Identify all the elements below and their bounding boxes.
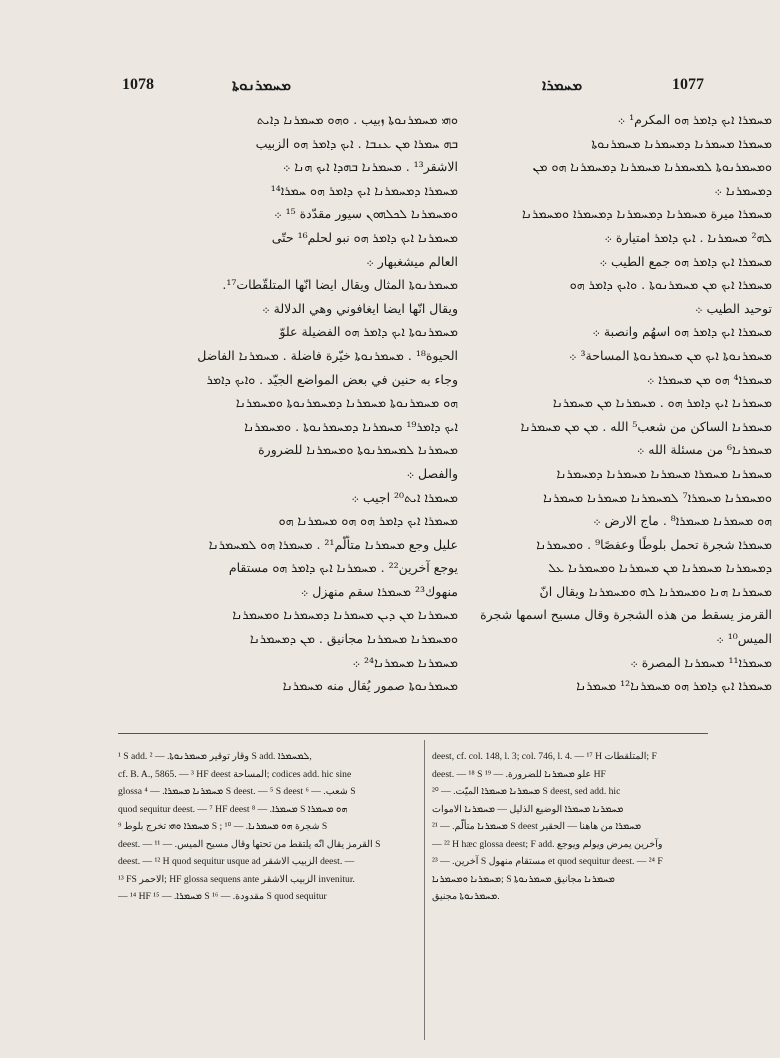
text-line: ܡܚܡܪܢܘܬܐ ܐܝܟ ܡܢ ܡܚܡܪܢܘܬܐ المساحة³ ܀ bbox=[569, 347, 772, 363]
text-line: ܕܡܚܡܪܢܐ ܡܚܡܪܢܐ ܡܢ ܡܚܡܪܢܐ ܘܡܚܡܪܢܐ ܥܠ bbox=[548, 560, 772, 576]
text-line: ܡܚܡܪܐ ܐܝܟ ܡܢ ܡܚܡܪܢܘܬܐ . ܘܐܝܟ ܕܐܡܪ ܗܘ bbox=[569, 277, 772, 293]
text-line: يوجع آخرين²² . ܡܚܡܪܢܐ ܐܝܟ ܕܐܡܪ ܗܘ مستقام bbox=[228, 560, 458, 576]
text-line: الميس¹⁰ ܀ bbox=[716, 631, 772, 647]
footnotes-right bbox=[432, 748, 724, 906]
text-line: ܡܚܡܪܐ ܐܝܬ²⁰ اجيب ܀ bbox=[351, 489, 458, 505]
text-line: العالم ميشغبهار ܀ bbox=[366, 253, 458, 269]
footnote-line: ܡܚܡܪܢܘܬܐ مجنيق. bbox=[432, 891, 500, 902]
left-running-title: ܡܚܡܪܢܘܬܐ bbox=[232, 76, 291, 94]
footnote-line: ܡܚܡܪܢܐ ܡܚܡܪܐ الميّت. — ²⁰ S deest, sed add. hic bbox=[432, 786, 621, 797]
text-line: ܡܚܡܪܐ ܐܝܟ ܕܐܡܪ ܗܘ اسهُم وانصبة ܀ bbox=[592, 324, 772, 340]
text-line: ܘܡܚܡܪܢܐ ܡܚܡܪܢܐ مجانيق . ܡܢ ܕܡܚܡܪܢܐ bbox=[249, 631, 458, 647]
text-line: الحيوة¹⁸ . ܡܚܡܪܢܘܬܐ خيّرة فاضلة . ܡܚܡܪܢܐ الفاضل bbox=[197, 347, 458, 363]
footnote-column-divider bbox=[424, 740, 425, 1040]
text-line: عليل وجع ܡܚܡܪܢܐ متألّم²¹ . ܡܚܡܪܐ ܗܘ ܠܡܚܡܪܢܐ bbox=[208, 536, 458, 552]
text-line: ܕܡܚܡܪܢܐ ܀ bbox=[714, 182, 772, 198]
text-line: ܘܗܝ ܡܚܡܪܢܘܬܐ ܙبيب . ܘܗܘ ܡܚܡܪܢܐ ܕܐܝܬ bbox=[256, 112, 458, 127]
text-line: ܘܡܚܡܪܢܘܬܐ ܠܡܚܡܪܢܐ ܡܚܡܪܢܐ ܕܡܚܡܪܢܐ ܗܘ ܡܢ bbox=[532, 159, 772, 175]
text-line: ܡܚܡܪܐ ܐܝܟ ܕܐܡܪ ܗܘ المكرم¹ ܀ bbox=[617, 112, 772, 127]
footnote-line: ¹³ FS الاحمر; HF glossa sequens ante الزبيب الاشقر invenitur. bbox=[118, 873, 355, 885]
text-line: ܡܚܡܪܐ ܕܡܚܡܪܢܐ ܐܝܟ ܕܐܡܪ ܗܘ ܚܡܪܐ¹⁴ bbox=[270, 182, 458, 198]
footnote-line: deest. — القرمز يقال انّه يلتقط من تحتها وقال مسيح الميس. — ¹¹ S bbox=[118, 838, 381, 850]
text-line: ܡܚܡܪܐ ܡܚܡܪܢܐ ܕܡܚܡܪܢܐ ܡܚܡܪܢܘܬܐ bbox=[591, 135, 772, 151]
text-line: ܡܚܡܪܢܐ ܡܢ ܕܝܢ ܡܚܡܪܢܐ ܕܡܚܡܪܢܐ ܘܡܚܡܪܢܐ bbox=[232, 607, 458, 623]
right-text-column bbox=[432, 108, 772, 698]
text-line: ܒܗ ܚܡܪܐ ܡܢ ܥܢܒܐ . ܐܝܟ ܕܐܡܪ ܗܘ الزبيب bbox=[255, 135, 458, 151]
text-line: منهوك²³ ܡܚܡܪܐ سقم منهزل ܀ bbox=[300, 583, 458, 599]
footnote-line: ܡܚܡܪܐ ܘܗܝ تخرج بلوط ⁹ S ; شجرة ܗܘ ܡܚܡܪܢܐ. — ¹⁰ S bbox=[118, 821, 328, 832]
text-line: ܡܚܡܪܐ¹¹ ܡܚܡܪܢܐ المصرة ܀ bbox=[630, 654, 772, 670]
text-line: الاشقر¹³ . ܡܚܡܪܢܐ ܒܗܕܐ ܐܝܟ ܗܢܐ ܀ bbox=[282, 159, 458, 175]
text-line: ܡܚܡܪܐ ܐܝܟ ܕܐܡܪ ܗܘ ܡܚܡܪܢܐ¹² ܡܚܡܪܢܐ bbox=[576, 678, 772, 694]
left-page-number: 1078 bbox=[122, 76, 154, 93]
footnote-line: cf. B. A., 5865. — ³ HF deest المساحة; codices add. hic sine bbox=[118, 768, 352, 780]
text-line: ܡܚܡܪܢܐ الساكن من شعب⁵ الله . ܡܢ ܡܢ ܡܚܡܪܢܐ bbox=[520, 418, 772, 434]
text-line: وجاء به حنين في بعض المواضع الجيّد . ܘܐܝܟ ܕܐܡܪ bbox=[206, 371, 458, 387]
footnote-line: deest. — ¹⁸ S علو ܡܚܡܪܢܐ للضرورة. — ¹⁹ HF bbox=[432, 768, 606, 780]
footnote-line: ܡܚܡܪܢܐ متألّم. — ²¹ S deest ܡܚܡܪܐ من هاهنا — الحقير bbox=[432, 821, 642, 832]
footnote-line: — ¹⁴ HF ܡܚܡܪܐ. — ¹⁵ S مقدودة. — ¹⁶ S quod sequitur bbox=[118, 891, 327, 902]
text-line: ܘܡܚܡܪܢܐ ܡܚܡܪܐ⁷ ܠܡܚܡܪܢܐ ܡܚܡܪܢܐ ܡܚܡܪܢܐ bbox=[543, 489, 772, 505]
footnote-line: quod sequitur deest. — ⁷ HF deest ܡܚܡܪܐ. — ⁸ S ܗܘ ܡܚܡܪܐ bbox=[118, 803, 348, 815]
footnote-line: آخرين. — ²³ S مستقام منهول et quod sequitur deest. — ²⁴ F bbox=[432, 856, 663, 867]
text-line: ܗܘ ܡܚܡܪܢܘܬܐ ܡܚܡܪܢܐ ܕܡܚܡܪܢܘܬܐ ܘܡܚܡܪܢܐ bbox=[235, 395, 458, 411]
text-line: توحيد الطيب ܀ bbox=[694, 300, 772, 316]
text-line: ܡܚܡܪܐ ܐܝܟ ܕܐܡܪ ܗܘ ܗܘ ܡܚܡܪܢܐ ܗܘ bbox=[278, 513, 458, 529]
text-line: ܐܝܟ ܕܐܡܪ¹⁹ ܡܚܡܪܢܐ ܕܡܚܡܪܢܘܬܐ . ܘܡܚܡܪܢܐ bbox=[244, 418, 458, 434]
footnote-line: ¹ S add. وقار توقير ܡܚܡܪܢܘܬܐ. — ² S add. ܠܡܚܡܪܐ, bbox=[118, 751, 312, 762]
text-line: ܗܘ ܡܚܡܪܢܐ ܡܚܡܪܐ⁸ . ماج الارض ܀ bbox=[593, 513, 772, 529]
text-line: ܡܚܡܪܢܐ ܡܚܡܪܐ ܡܚܡܪܢܐ ܡܚܡܪܢܐ ܕܡܚܡܪܢܐ bbox=[556, 465, 772, 481]
left-text-column bbox=[118, 108, 458, 698]
text-line: ܠܗ² ܡܚܡܪܢܐ . ܐܝܟ ܕܐܡܪ امتيارة ܀ bbox=[604, 229, 772, 245]
text-line: ܡܚܡܪܢܐ⁶ من مسئلة الله ܀ bbox=[636, 442, 772, 458]
text-line: والفصل ܀ bbox=[406, 465, 458, 481]
text-line: ܡܚܡܪܢܐ ܡܚܡܪܢܐ²⁴ ܀ bbox=[352, 654, 458, 670]
text-line: ܡܚܡܪܢܘܬܐ ܐܝܟ ܕܐܡܪ ܗܘ الفضيلة علوّ bbox=[279, 324, 458, 340]
footnote-line: deest. — ¹² H quod sequitur usque ad الزبيب الاشقر deest. — bbox=[118, 856, 355, 867]
footnote-line: ܡܚܡܪܢܐ ܡܚܡܪܐ الوضيع الذليل — ܡܚܡܪܢܐ الاموات bbox=[432, 803, 624, 815]
right-running-title: ܡܚܡܪܐ bbox=[542, 76, 583, 94]
text-line: ܡܚܡܪܐ ميرة ܡܚܡܪܢܐ ܕܡܚܡܪܢܐ ܕܡܚܡܪܐ ܘܡܚܡܪܢܐ bbox=[522, 206, 772, 222]
footnote-line: ܡܚܡܪܢܐ ܘܡܚܡܪܢܐ; S ܡܚܡܪܢܐ مجانيق ܡܚܡܪܢܘܬܐ bbox=[432, 873, 615, 885]
text-line: ܡܚܡܪܢܐ ܗܢܐ ܘܡܚܡܪܢܐ ܠܗ ܘܡܚܡܪܢܐ ويقال انّ bbox=[539, 583, 772, 599]
text-line: ܡܚܡܪܢܐ ܐܝܟ ܕܐܡܪ ܗܘ . ܡܚܡܪܢܐ ܡܢ ܡܚܡܪܢܐ bbox=[552, 395, 772, 411]
footnote-line: glossa ܡܚܡܪܢܐ ܡܚܡܪܐ. — ⁴ S deest. — ⁵ S deest شعب. — ⁶ S bbox=[118, 786, 356, 797]
text-line: ܡܚܡܪܢܘܬܐ صمور يُقال منه ܡܚܡܪܢܐ bbox=[282, 678, 458, 694]
footnotes-left bbox=[118, 748, 410, 906]
text-line: ܡܚܡܪܢܐ ܐܝܟ ܕܐܡܪ ܗܘ نبو لحلم¹⁶ حتّى bbox=[271, 229, 458, 245]
right-page-number: 1077 bbox=[672, 76, 704, 93]
text-line: ܡܚܡܪܢܐ ܠܡܚܡܪܢܘܬܐ ܘܡܚܡܪܢܐ للضرورة bbox=[258, 442, 458, 458]
text-line: ܡܚܡܪܐ⁴ ܗܘ ܡܢ ܡܚܡܪܐ ܀ bbox=[646, 371, 772, 387]
text-line: ܡܚܡܪܐ ܐܝܟ ܕܐܡܪ ܗܘ جمع الطيب ܀ bbox=[599, 253, 772, 269]
text-line: ܘܡܚܡܪܢܐ ܠܟܠܗܘܢ سيور مقدّدة ¹⁵ ܀ bbox=[274, 206, 458, 222]
footnote-separator bbox=[118, 733, 708, 734]
text-line: ويقال انّها ايضا ايغافوني وهي الدلالة ܀ bbox=[262, 300, 458, 316]
text-line: ܡܚܡܪܢܘܬܐ المثال ويقال ايضا انّها المتلقّطات¹⁷. bbox=[222, 277, 458, 293]
text-line: القرمز يسقط من هذه الشجرة وقال مسيح اسمها شجرة bbox=[480, 607, 772, 623]
text-line: ܡܚܡܪܐ شجرة تحمل بلوطًا وعفصًا⁹ . ܘܡܚܡܪܢܐ bbox=[536, 536, 772, 552]
footnote-line: — ²² H hæc glossa deest; F add. وآخرين يمرض ويولم ويوجع bbox=[432, 838, 663, 850]
footnote-line: deest, cf. col. 148, l. 3; col. 746, l. 4. — ¹⁷ H المتلقطات; F bbox=[432, 751, 657, 762]
